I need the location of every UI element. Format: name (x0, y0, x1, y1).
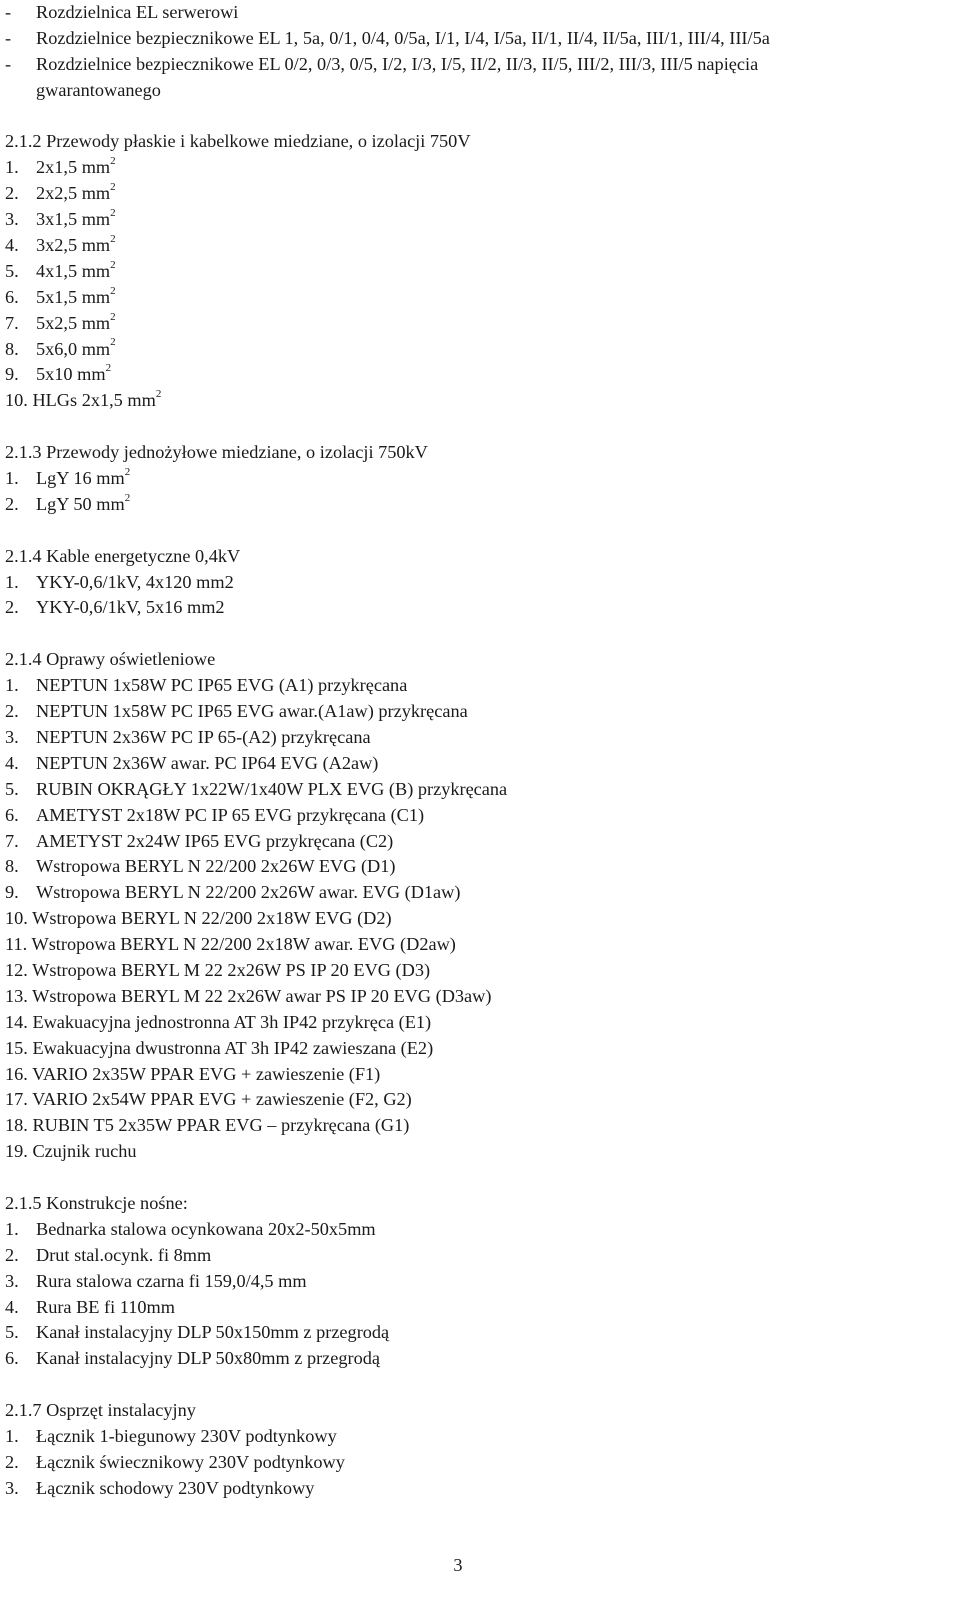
item-text: Rura stalowa czarna fi 159,0/4,5 mm (36, 1270, 307, 1291)
item-number: 12. (5, 959, 28, 980)
list-item (5, 1113, 950, 1139)
list-item (5, 570, 950, 596)
item-number: 2. (5, 1244, 19, 1265)
item-text: NEPTUN 1x58W PC IP65 EVG awar.(A1aw) przykręcana (36, 701, 468, 722)
section-heading: 2.1.3 Przewody jednożyłowe miedziane, o izolacji 750kV (5, 442, 428, 463)
document-page (5, 0, 950, 1502)
list-item (5, 1320, 950, 1346)
item-number: 5. (5, 778, 19, 799)
item-text: YKY-0,6/1kV, 4x120 mm2 (36, 571, 234, 592)
intro-item-text: Rozdzielnice bezpiecznikowe EL 0/2, 0/3, 0/5, I/2, I/3, I/5, II/2, II/3, II/5, III/2, III/3, III/5 napięcia (36, 53, 759, 74)
item-text: RUBIN OKRĄGŁY 1x22W/1x40W PLX EVG (B) przykręcana (36, 778, 508, 799)
list-item (5, 958, 950, 984)
item-number: 9. (5, 364, 19, 385)
list-item (5, 466, 950, 492)
superscript: 2 (110, 336, 116, 349)
item-text: HLGs 2x1,5 mm (32, 390, 156, 411)
list-item (5, 259, 950, 285)
intro-list (5, 0, 950, 104)
dash-bullet: - (5, 27, 12, 48)
item-text: Wstropowa BERYL N 22/200 2x26W awar. EVG (D1aw) (36, 882, 461, 903)
item-text: Wstropowa BERYL N 22/200 2x18W awar. EVG (D2aw) (31, 934, 456, 955)
section-heading: 2.1.2 Przewody płaskie i kabelkowe miedziane, o izolacji 750V (5, 131, 471, 152)
item-text: 4x1,5 mm (36, 260, 111, 281)
list-item (5, 777, 950, 803)
item-number: 8. (5, 856, 19, 877)
item-text: Wstropowa BERYL M 22 2x26W PS IP 20 EVG (D3) (32, 959, 431, 980)
item-number: 1. (5, 571, 19, 592)
item-number: 3. (5, 1477, 19, 1498)
item-number: 5. (5, 260, 19, 281)
list-item (5, 1036, 950, 1062)
list-item (5, 906, 950, 932)
dash-bullet: - (5, 53, 12, 74)
item-text: Kanał instalacyjny DLP 50x150mm z przegrodą (36, 1322, 390, 1343)
item-number: 7. (5, 830, 19, 851)
item-number: 2. (5, 701, 19, 722)
item-number: 3. (5, 726, 19, 747)
list-item (5, 1139, 950, 1165)
item-text: Łącznik schodowy 230V podtynkowy (36, 1477, 315, 1498)
item-text: Ewakuacyjna jednostronna AT 3h IP42 przykręca (E1) (32, 1011, 432, 1032)
item-number: 19. (5, 1141, 28, 1162)
item-number: 6. (5, 1348, 19, 1369)
item-number: 8. (5, 338, 19, 359)
section-heading: 2.1.4 Oprawy oświetleniowe (5, 649, 216, 670)
item-number: 2. (5, 1451, 19, 1472)
list-item (5, 854, 950, 880)
list-item (5, 1450, 950, 1476)
superscript: 2 (110, 258, 116, 271)
superscript: 2 (110, 310, 116, 323)
list-item (5, 1062, 950, 1088)
item-number: 3. (5, 1270, 19, 1291)
item-text: Wstropowa BERYL N 22/200 2x26W EVG (D1) (36, 856, 396, 877)
superscript: 2 (124, 491, 131, 504)
section-2-1-5 (5, 1191, 950, 1372)
item-number: 2. (5, 597, 19, 618)
item-number: 2. (5, 493, 19, 514)
item-number: 15. (5, 1037, 28, 1058)
item-number: 10. (5, 908, 28, 929)
item-number: 1. (5, 157, 19, 178)
item-number: 1. (5, 1425, 19, 1446)
item-text: AMETYST 2x24W IP65 EVG przykręcana (C2) (36, 830, 394, 851)
item-text: 5x1,5 mm (36, 286, 111, 307)
item-text: AMETYST 2x18W PC IP 65 EVG przykręcana (C1) (36, 804, 425, 825)
item-number: 7. (5, 312, 19, 333)
list-item (5, 1269, 950, 1295)
item-text: Czujnik ruchu (32, 1141, 137, 1162)
list-item (5, 751, 950, 777)
section-2-1-7 (5, 1398, 950, 1502)
item-text: Ewakuacyjna dwustronna AT 3h IP42 zawieszana (E2) (32, 1037, 434, 1058)
item-text: 2x1,5 mm (36, 157, 111, 178)
intro-item-text: Rozdzielnice bezpiecznikowe EL 1, 5a, 0/1, 0/4, 0/5a, I/1, I/4, I/5a, II/1, II/4, II/5a, III/1, III/4, III/5a (36, 27, 770, 48)
item-number: 4. (5, 1296, 19, 1317)
item-text: VARIO 2x54W PPAR EVG + zawieszenie (F2, G2) (32, 1089, 412, 1110)
section-2-1-4-lighting (5, 647, 950, 1165)
list-item (5, 311, 950, 337)
item-text: YKY-0,6/1kV, 5x16 mm2 (36, 597, 225, 618)
item-number: 18. (5, 1115, 28, 1136)
item-number: 2. (5, 183, 19, 204)
list-item (5, 932, 950, 958)
list-item (5, 829, 950, 855)
item-text: 3x2,5 mm (36, 235, 111, 256)
intro-item (5, 26, 950, 52)
item-text: LgY 16 mm (36, 468, 125, 489)
intro-item (5, 52, 950, 78)
item-number: 14. (5, 1011, 28, 1032)
superscript: 2 (110, 181, 116, 194)
superscript: 2 (110, 207, 116, 220)
list-item (5, 492, 950, 518)
item-text: RUBIN T5 2x35W PPAR EVG – przykręcana (G1) (32, 1115, 410, 1136)
list-item (5, 699, 950, 725)
item-text: Drut stal.ocynk. fi 8mm (36, 1244, 212, 1265)
item-number: 11. (5, 934, 28, 955)
item-number: 13. (5, 985, 28, 1006)
item-number: 4. (5, 752, 19, 773)
intro-item (5, 0, 950, 26)
item-number: 1. (5, 675, 19, 696)
item-text: 2x2,5 mm (36, 183, 111, 204)
superscript: 2 (110, 284, 116, 297)
superscript: 2 (105, 362, 112, 375)
item-number: 4. (5, 235, 19, 256)
item-text: NEPTUN 2x36W PC IP 65-(A2) przykręcana (36, 726, 371, 747)
list-item (5, 673, 950, 699)
item-number: 3. (5, 209, 19, 230)
page-number (0, 1555, 960, 1576)
item-text: 5x2,5 mm (36, 312, 111, 333)
item-text: Łącznik świecznikowy 230V podtynkowy (36, 1451, 345, 1472)
superscript: 2 (110, 232, 116, 245)
superscript: 2 (110, 155, 116, 168)
list-item (5, 1243, 950, 1269)
list-item (5, 880, 950, 906)
section-2-1-2 (5, 129, 950, 414)
list-item (5, 155, 950, 181)
list-item (5, 1476, 950, 1502)
item-text: Kanał instalacyjny DLP 50x80mm z przegrodą (36, 1348, 381, 1369)
list-item (5, 1010, 950, 1036)
list-item (5, 1424, 950, 1450)
item-text: LgY 50 mm (36, 493, 125, 514)
item-text: 5x6,0 mm (36, 338, 111, 359)
item-text: Bednarka stalowa ocynkowana 20x2-50x5mm (36, 1218, 376, 1239)
item-number: 17. (5, 1089, 28, 1110)
section-heading: 2.1.5 Konstrukcje nośne: (5, 1192, 188, 1213)
item-number: 1. (5, 1218, 19, 1239)
item-number: 16. (5, 1063, 28, 1084)
list-item (5, 803, 950, 829)
item-number: 9. (5, 882, 19, 903)
item-text: NEPTUN 2x36W awar. PC IP64 EVG (A2aw) (36, 752, 379, 773)
list-item (5, 1346, 950, 1372)
item-number: 1. (5, 468, 19, 489)
list-item (5, 207, 950, 233)
list-item (5, 233, 950, 259)
list-item (5, 388, 950, 414)
item-text: NEPTUN 1x58W PC IP65 EVG (A1) przykręcana (36, 675, 408, 696)
dash-bullet: - (5, 2, 12, 22)
list-item (5, 337, 950, 363)
list-item (5, 984, 950, 1010)
item-text: Wstropowa BERYL N 22/200 2x18W EVG (D2) (32, 908, 392, 929)
item-text: Wstropowa BERYL M 22 2x26W awar PS IP 20 EVG (D3aw) (32, 985, 492, 1006)
list-item (5, 1295, 950, 1321)
page-number-text: 3 (453, 1555, 463, 1575)
item-text: 5x10 mm (36, 364, 106, 385)
intro-item-continuation: gwarantowanego (36, 79, 161, 100)
list-item (5, 285, 950, 311)
list-item (5, 362, 950, 388)
item-number: 6. (5, 804, 19, 825)
intro-item-text: Rozdzielnica EL serwerowi (36, 2, 239, 22)
item-number: 5. (5, 1322, 19, 1343)
item-text: VARIO 2x35W PPAR EVG + zawieszenie (F1) (32, 1063, 381, 1084)
list-item (5, 1087, 950, 1113)
section-heading: 2.1.7 Osprzęt instalacyjny (5, 1400, 196, 1421)
item-text: Rura BE fi 110mm (36, 1296, 175, 1317)
list-item (5, 725, 950, 751)
superscript: 2 (155, 388, 162, 401)
section-heading: 2.1.4 Kable energetyczne 0,4kV (5, 545, 241, 566)
list-item (5, 181, 950, 207)
item-text: Łącznik 1-biegunowy 230V podtynkowy (36, 1425, 337, 1446)
section-2-1-3 (5, 440, 950, 518)
item-text: 3x1,5 mm (36, 209, 111, 230)
superscript: 2 (124, 465, 131, 478)
section-2-1-4-cables (5, 544, 950, 622)
item-number: 10. (5, 390, 28, 411)
list-item (5, 595, 950, 621)
list-item (5, 1217, 950, 1243)
item-number: 6. (5, 286, 19, 307)
